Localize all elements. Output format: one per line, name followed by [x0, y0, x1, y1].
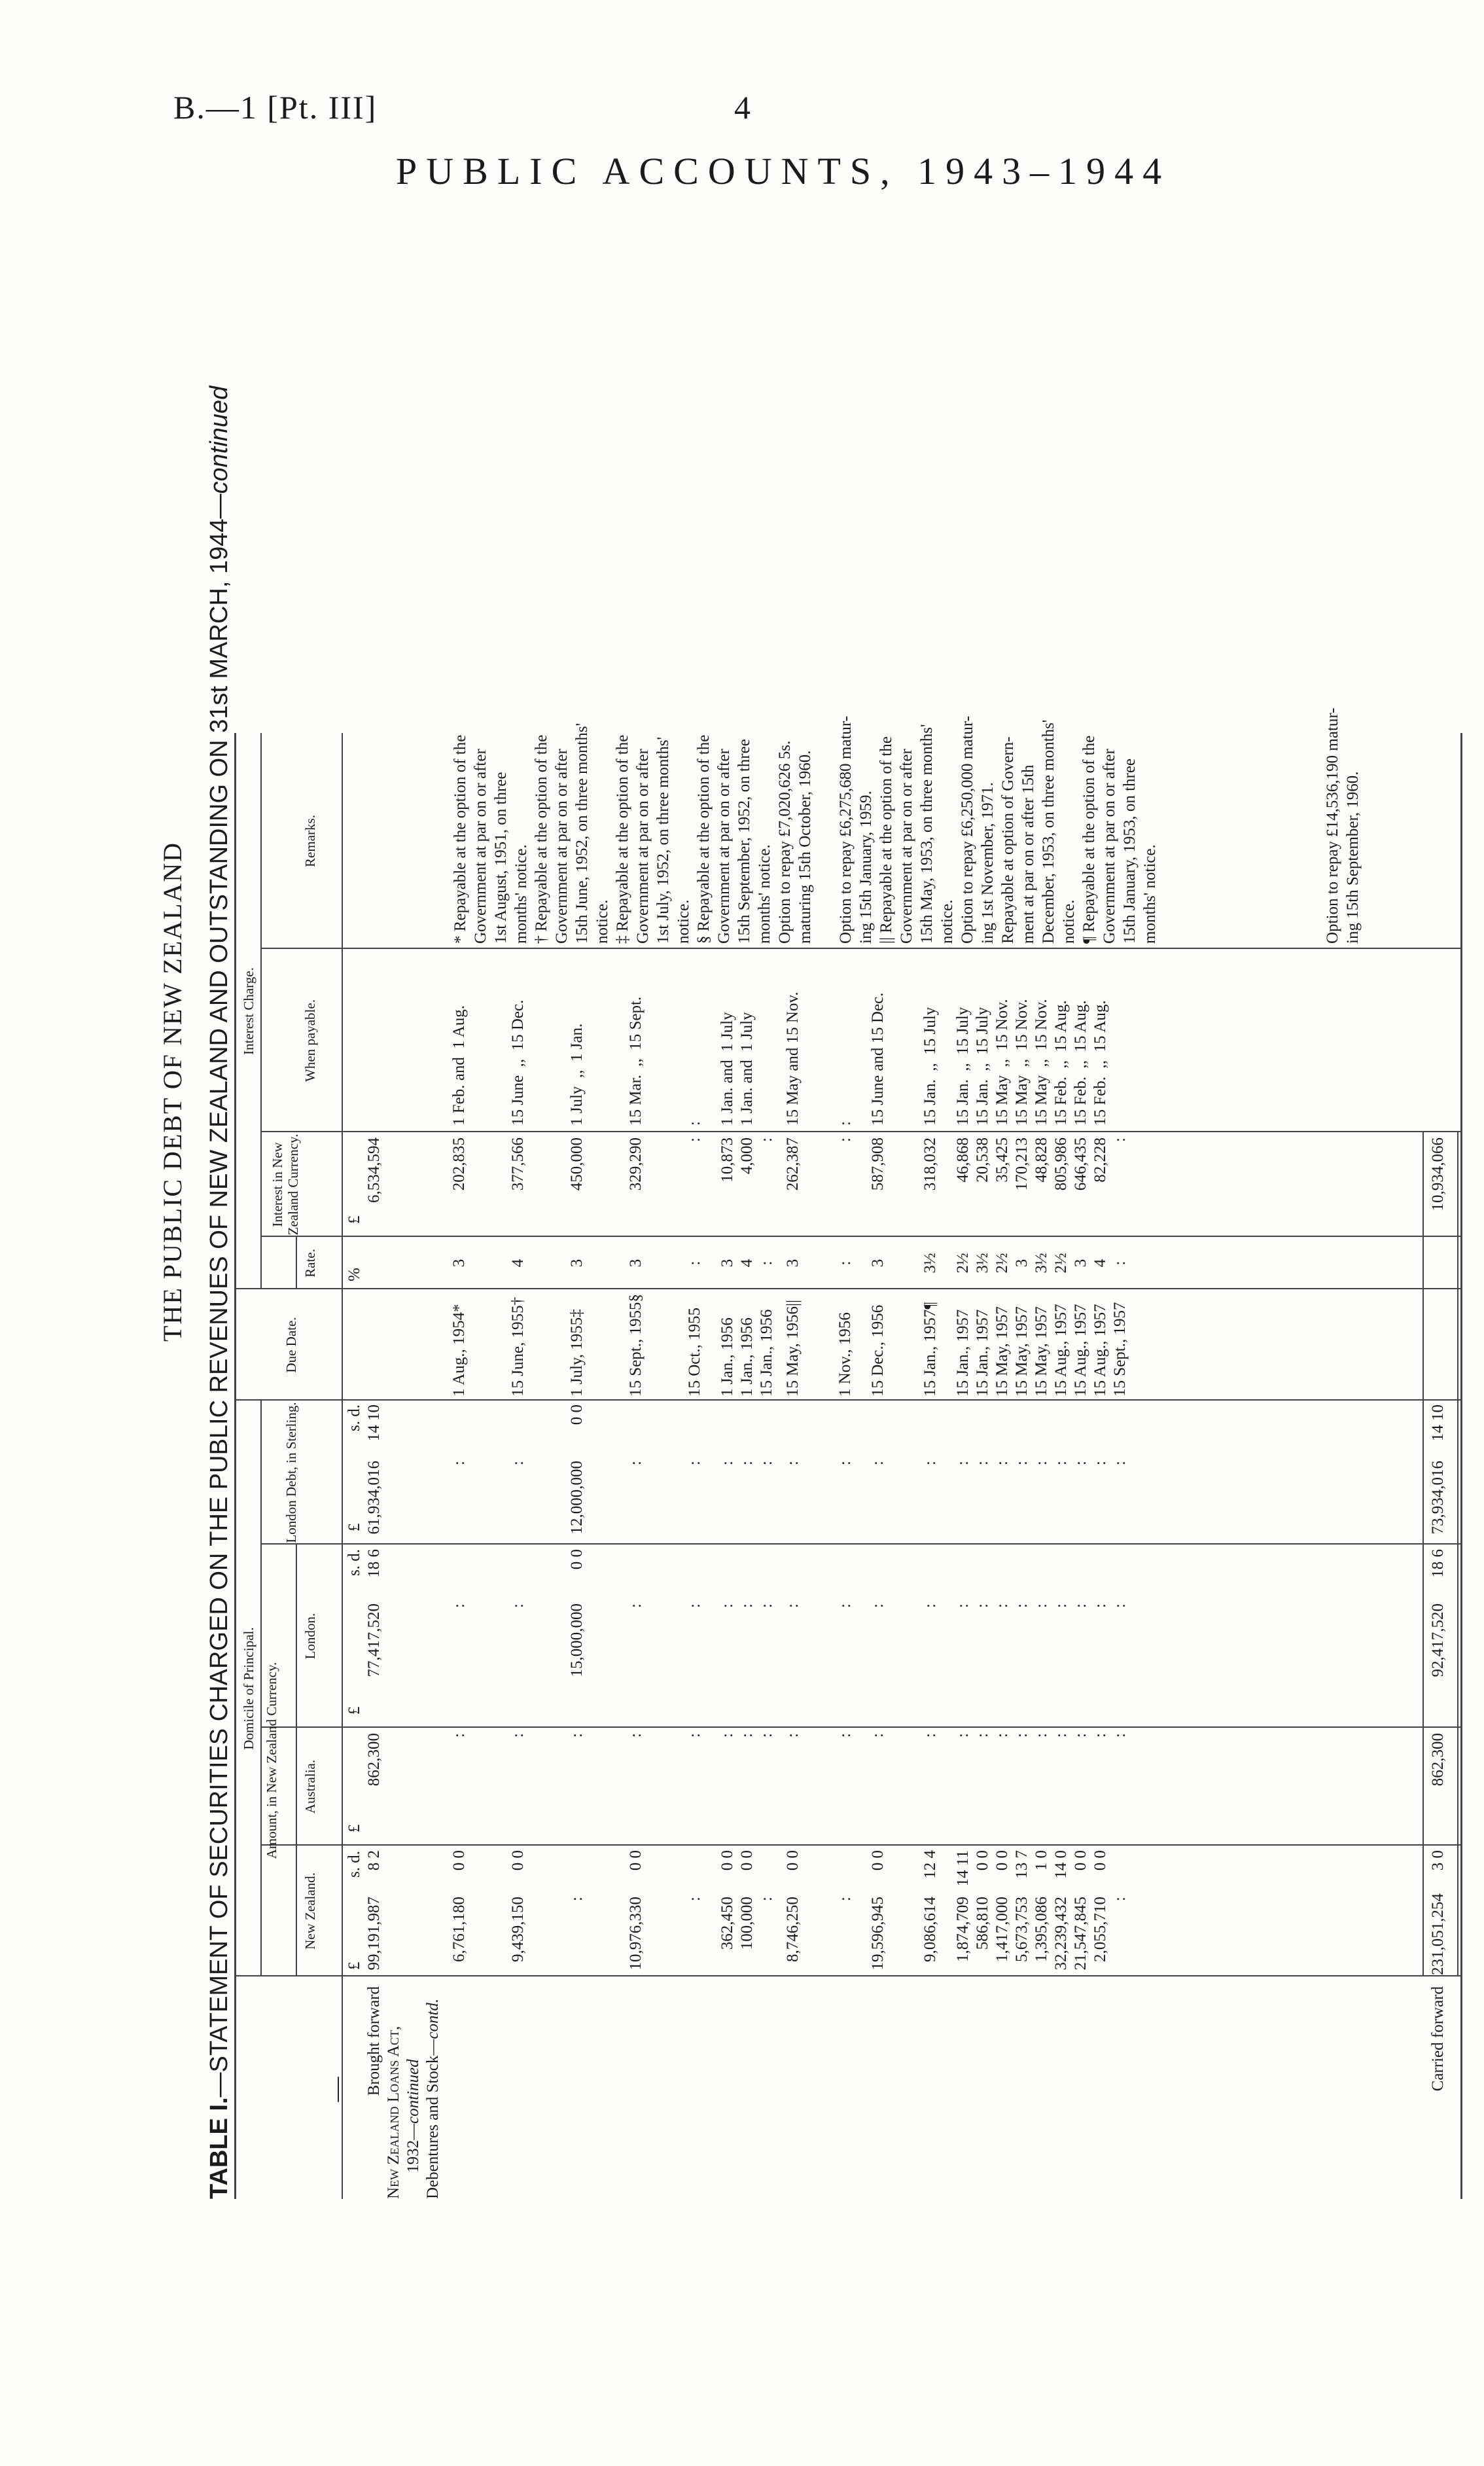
row-rate: :	[686, 1260, 703, 1266]
remark-line: ing 1st November, 1971.	[979, 782, 997, 944]
row-lon: :	[954, 1603, 972, 1608]
remark-line: § Repayable at the option of the	[695, 734, 713, 944]
remark-line: months' notice.	[1141, 844, 1159, 944]
row-due-date: 15 May, 1957	[993, 1306, 1011, 1397]
row-interest: 82,228	[1091, 1137, 1109, 1183]
row-interest: 4,000	[738, 1137, 756, 1175]
row-nz: 2,055,710	[1091, 1897, 1109, 1962]
rule-line	[1460, 733, 1462, 2199]
row-ld: :	[921, 1461, 939, 1465]
unit-pound-lon: £	[345, 1706, 363, 1715]
column-rule	[260, 1131, 1460, 1132]
column-rule	[260, 948, 1460, 949]
row-lon: :	[993, 1603, 1011, 1608]
row-interest: 46,868	[954, 1137, 972, 1183]
column-rule	[260, 1543, 1460, 1545]
row-when-payable: 15 May ,, 15 Nov.	[993, 999, 1011, 1126]
row-ld: :	[993, 1461, 1011, 1465]
row-nz-sd: 0 0	[993, 1850, 1011, 1871]
cf-lon-sd: 18 6	[1429, 1549, 1447, 1578]
row-due-date: 15 May, 1956||	[784, 1300, 802, 1397]
remark-line: months' notice.	[756, 844, 773, 944]
rule-line	[260, 733, 262, 1289]
unit-sd-nz: s. d.	[345, 1851, 363, 1878]
table-label: TABLE I.	[205, 2097, 233, 2199]
row-aus: :	[993, 1733, 1011, 1738]
row-lon: :	[718, 1603, 736, 1608]
header-when-payable: When payable.	[302, 999, 318, 1082]
row-lon: 15,000,000	[568, 1603, 586, 1677]
row-nz: 362,450	[718, 1897, 736, 1950]
row-nz-sd: 0 0	[869, 1850, 887, 1871]
row-rate: 3	[718, 1259, 736, 1268]
bf-interest: 6,534,594	[365, 1137, 383, 1203]
remark-line: Option to repay £7,020,626 5s.	[776, 740, 794, 944]
row-lon: :	[450, 1603, 468, 1608]
table-title-continued: continued	[205, 385, 233, 494]
rotated-table-page	[152, 0, 1484, 2225]
row-ld: :	[974, 1461, 991, 1465]
row-due-date: 15 Aug., 1957	[1052, 1304, 1070, 1397]
row-due-date: 15 May, 1957	[1033, 1306, 1050, 1397]
remark-line: maturing 15th October, 1960.	[796, 750, 814, 944]
remark-line: months' notice.	[512, 844, 530, 944]
row-nz: 8,746,250	[784, 1897, 802, 1962]
unit-pound-nz: £	[345, 1961, 363, 1970]
remark-line: Government at par on or after	[898, 749, 915, 944]
row-nz: 1,395,086	[1033, 1897, 1050, 1962]
row-when-payable: 15 May ,, 15 Nov.	[1033, 999, 1050, 1126]
row-due-date: 15 May, 1957	[1013, 1306, 1031, 1397]
row-nz-sd: 13 7	[1013, 1850, 1031, 1879]
remark-line: Option to repay £6,275,680 matur-	[837, 715, 855, 944]
row-ld: :	[1052, 1461, 1070, 1465]
row-nz: :	[836, 1897, 854, 1901]
row-nz: :	[568, 1897, 586, 1901]
bf-lon: 77,417,520	[365, 1603, 383, 1677]
row-aus: :	[627, 1733, 645, 1738]
row-when-payable: 15 Mar. ,, 15 Sept.	[627, 996, 645, 1126]
header-remarks: Remarks.	[302, 815, 318, 867]
column-rule	[260, 1844, 1460, 1846]
header-domicile: Domicile of Principal.	[241, 1627, 256, 1750]
row-rate: 3	[784, 1259, 802, 1268]
desc-item	[424, 1999, 442, 2199]
unit-pound-aus: £	[345, 1824, 363, 1832]
row-lon: :	[738, 1603, 756, 1608]
remark-line: * Repayable at the option of the	[451, 734, 469, 944]
row-interest: :	[686, 1137, 703, 1142]
cf-ld-sd: 14 10	[1429, 1404, 1447, 1442]
row-rate: 3	[450, 1259, 468, 1268]
row-interest: 587,908	[869, 1137, 887, 1191]
row-interest: 262,387	[784, 1137, 802, 1191]
remark-line: ment at par on or after 15th	[1019, 764, 1037, 944]
row-lon-sd: 0 0	[568, 1549, 586, 1570]
row-ld: 12,000,000	[568, 1461, 586, 1535]
row-ld: :	[738, 1461, 756, 1465]
rule-line	[1457, 1132, 1458, 1975]
row-aus: :	[1111, 1733, 1129, 1738]
row-ld: :	[758, 1461, 775, 1465]
row-interest: 329,290	[627, 1137, 645, 1191]
remark-line: Government at par on or after	[553, 749, 571, 944]
header-amount-nz: Amount, in New Zealand Currency.	[264, 1662, 279, 1859]
row-lon: :	[1072, 1603, 1089, 1608]
row-interest: 805,986	[1052, 1137, 1070, 1191]
row-rate: 3	[568, 1259, 586, 1268]
unit-sd-lon: s. d.	[345, 1549, 363, 1576]
row-ld: :	[1072, 1461, 1089, 1465]
remark-line: 15th September, 1952, on three	[735, 739, 753, 944]
row-aus: :	[509, 1733, 527, 1738]
row-when-payable: 15 Jan. ,, 15 July	[954, 1007, 972, 1126]
desc-act-text: New Zealand Loans Act,	[385, 2026, 402, 2199]
row-lon: :	[1033, 1603, 1050, 1608]
row-nz-sd: 0 0	[974, 1850, 991, 1871]
bf-aus: 862,300	[365, 1733, 383, 1787]
row-aus: :	[1052, 1733, 1070, 1738]
row-rate: 3	[1072, 1259, 1089, 1268]
row-ld: :	[1111, 1461, 1129, 1465]
remark-line: Repayable at option of Govern-	[999, 736, 1017, 944]
row-nz-sd: 14 0	[1052, 1850, 1070, 1879]
cf-nz: 231,051,254	[1429, 1893, 1447, 1975]
row-nz-sd: 14 11	[954, 1850, 972, 1887]
row-nz-sd: 0 0	[738, 1850, 756, 1871]
column-rule	[260, 1399, 1460, 1401]
rule-line	[260, 1401, 262, 1976]
row-due-date: 15 Jan., 1957	[974, 1309, 991, 1397]
remark-line: December, 1953, on three months'	[1040, 719, 1057, 944]
row-due-date: 1 Jan., 1956	[738, 1317, 756, 1397]
row-nz: :	[686, 1897, 703, 1901]
remark-line: 1st July, 1952, on three months'	[654, 736, 672, 944]
row-when-payable: 15 Feb. ,, 15 Aug.	[1091, 1000, 1109, 1126]
bf-lon-sd: 18 6	[365, 1549, 383, 1578]
row-ld: :	[718, 1461, 736, 1465]
row-ld: :	[869, 1461, 887, 1465]
rule-line	[1422, 1132, 1424, 1975]
row-when-payable: 15 Jan. ,, 15 July	[974, 1007, 991, 1126]
row-due-date: 1 Aug., 1954*	[450, 1304, 468, 1397]
row-when-payable: 15 Jan. ,, 15 July	[921, 1007, 939, 1126]
remark-line: ‡ Repayable at the option of the	[614, 734, 631, 944]
row-lon: :	[836, 1603, 854, 1608]
cf-aus: 862,300	[1429, 1733, 1447, 1787]
row-interest: 202,835	[450, 1137, 468, 1191]
remark-line: notice.	[938, 899, 956, 944]
row-when-payable: 15 Feb. ,, 15 Aug.	[1052, 1000, 1070, 1126]
row-lon: :	[509, 1603, 527, 1608]
remark-line: Government at par on or after	[1101, 749, 1118, 944]
row-interest: 377,566	[509, 1137, 527, 1191]
remark-line: 1st August, 1951, on three	[492, 772, 510, 944]
remark-line: notice.	[593, 899, 611, 944]
rule-line	[342, 733, 343, 2199]
row-lon: :	[784, 1603, 802, 1608]
remark-line: Government at par on or after	[472, 749, 489, 944]
row-aus: :	[1013, 1733, 1031, 1738]
desc-item-text: Debentures and Stock—	[424, 2039, 442, 2199]
header-rate: Rate.	[302, 1249, 318, 1278]
desc-act	[385, 2026, 403, 2199]
row-nz-sd: 0 0	[450, 1850, 468, 1871]
cf-ld: 73,934,016	[1429, 1461, 1447, 1535]
row-when-payable: 1 Jan. and 1 July	[718, 1012, 736, 1126]
desc-year-continued: continued	[404, 2059, 422, 2124]
row-ld: :	[450, 1461, 468, 1465]
row-nz: 21,547,845	[1072, 1897, 1089, 1971]
row-rate: 2½	[1052, 1253, 1070, 1274]
header-interest-charge: Interest Charge.	[241, 967, 256, 1055]
column-rule	[260, 1288, 1460, 1289]
row-rate: 2½	[954, 1253, 972, 1274]
row-due-date: 1 Nov., 1956	[836, 1312, 854, 1397]
row-lon: :	[627, 1603, 645, 1608]
row-lon: :	[1111, 1603, 1129, 1608]
row-ld: :	[836, 1461, 854, 1465]
remark-line: notice.	[675, 899, 692, 944]
unit-percent: %	[345, 1268, 363, 1281]
row-interest: 318,032	[921, 1137, 939, 1191]
row-interest: 35,425	[993, 1137, 1011, 1183]
brought-forward-label: Brought forward	[365, 1986, 383, 2096]
bf-nz-sd: 8 2	[365, 1850, 383, 1871]
row-interest: 450,000	[568, 1137, 586, 1191]
row-when-payable: 15 June and 15 Dec.	[869, 992, 887, 1126]
row-rate: 3	[869, 1259, 887, 1268]
row-nz: 1,417,000	[993, 1897, 1011, 1962]
remark-line: ing 15th January, 1959.	[857, 791, 875, 944]
row-when-payable: 15 June ,, 15 Dec.	[509, 999, 527, 1126]
row-rate: 3½	[1033, 1253, 1050, 1274]
row-nz: 32,239,432	[1052, 1897, 1070, 1971]
bf-ld-sd: 14 10	[365, 1404, 383, 1442]
row-interest: :	[1111, 1137, 1129, 1142]
row-when-payable: :	[686, 1121, 703, 1126]
row-lon: :	[1091, 1603, 1109, 1608]
row-aus: :	[738, 1733, 756, 1738]
row-lon: :	[686, 1603, 703, 1608]
row-aus: :	[450, 1733, 468, 1738]
rule-line	[296, 1237, 297, 1289]
row-aus: :	[784, 1733, 802, 1738]
row-ld: :	[509, 1461, 527, 1465]
bf-ld: 61,934,016	[365, 1461, 383, 1535]
row-nz-sd: 1 0	[1033, 1850, 1050, 1871]
row-nz-sd: 0 0	[784, 1850, 802, 1871]
row-when-payable: 1 July ,, 1 Jan.	[568, 1023, 586, 1126]
row-due-date: 15 Jan., 1957	[954, 1309, 972, 1397]
header-new-zealand: New Zealand.	[302, 1872, 318, 1950]
desc-year-text: 1932—	[404, 2124, 422, 2173]
row-aus: :	[1033, 1733, 1050, 1738]
row-nz: 10,976,330	[627, 1897, 645, 1971]
row-ld: :	[784, 1461, 802, 1465]
row-rate: 3	[1013, 1259, 1031, 1268]
remark-line: ing 15th September, 1960.	[1344, 771, 1362, 944]
row-when-payable: 1 Feb. and 1 Aug.	[450, 1005, 468, 1126]
row-aus: :	[568, 1733, 586, 1738]
row-due-date: 1 Jan., 1956	[718, 1317, 736, 1397]
row-rate: :	[1111, 1260, 1129, 1266]
remark-line: ¶ Repayable at the option of the	[1080, 735, 1098, 944]
desc-year	[404, 2059, 423, 2173]
row-aus: :	[921, 1733, 939, 1738]
remark-line: Option to repay £14,536,190 matur-	[1324, 707, 1341, 944]
column-rule	[260, 1975, 1460, 1976]
row-nz: 6,761,180	[450, 1897, 468, 1962]
row-rate: 4	[1091, 1259, 1109, 1268]
row-due-date: 15 Aug., 1957	[1072, 1304, 1089, 1397]
row-nz: :	[758, 1897, 775, 1901]
row-rate: 2½	[993, 1253, 1011, 1274]
row-nz-sd: 0 0	[1091, 1850, 1109, 1871]
row-interest: :	[758, 1137, 775, 1142]
running-title: PUBLIC ACCOUNTS, 1943–1944	[396, 150, 1171, 192]
remark-line: 15th January, 1953, on three	[1121, 758, 1139, 944]
row-nz-sd: 0 0	[1072, 1850, 1089, 1871]
row-nz-sd: 12 4	[921, 1850, 939, 1879]
row-interest: 48,828	[1033, 1137, 1050, 1183]
row-ld: :	[686, 1461, 703, 1465]
unit-pound-int: £	[345, 1215, 363, 1224]
table-title	[205, 386, 234, 2199]
cf-nz-sd: 3 0	[1429, 1850, 1447, 1871]
remark-line: † Repayable at the option of the	[533, 734, 550, 944]
row-ld: :	[1013, 1461, 1031, 1465]
row-interest: 646,435	[1072, 1137, 1089, 1191]
header-australia: Australia.	[302, 1759, 318, 1814]
rule-line	[296, 1545, 297, 1976]
row-interest: :	[836, 1137, 854, 1142]
row-due-date: 1 July, 1955‡	[568, 1309, 586, 1397]
row-interest: 20,538	[974, 1137, 991, 1183]
row-nz: 9,439,150	[509, 1897, 527, 1962]
row-aus: :	[974, 1733, 991, 1738]
row-interest: 10,873	[718, 1137, 736, 1183]
unit-pound-ld: £	[345, 1523, 363, 1531]
row-due-date: 15 Jan., 1956	[758, 1309, 775, 1397]
row-interest: 170,213	[1013, 1137, 1031, 1191]
row-aus: :	[836, 1733, 854, 1738]
row-nz: 9,086,614	[921, 1897, 939, 1962]
row-nz: 1,874,709	[954, 1897, 972, 1962]
header-london: London.	[302, 1613, 318, 1660]
row-due-date: 15 Aug., 1957	[1091, 1304, 1109, 1397]
row-lon: :	[758, 1603, 775, 1608]
row-lon: :	[974, 1603, 991, 1608]
row-aus: :	[686, 1733, 703, 1738]
row-aus: :	[718, 1733, 736, 1738]
row-when-payable: :	[836, 1121, 854, 1126]
row-rate: :	[836, 1260, 854, 1266]
row-aus: :	[1072, 1733, 1089, 1738]
column-rule	[260, 1726, 1460, 1728]
row-lon: :	[1052, 1603, 1070, 1608]
row-nz: :	[1111, 1897, 1129, 1901]
row-nz: 586,810	[974, 1897, 991, 1950]
row-ld: :	[1091, 1461, 1109, 1465]
page-reference: B.—1 [Pt. III]	[173, 89, 378, 126]
row-aus: :	[758, 1733, 775, 1738]
table-title-text: —STATEMENT OF SECURITIES CHARGED ON THE PUBLIC REVENUES OF NEW ZEALAND AND OUTSTANDING ON 31st MARCH, 1944—	[205, 493, 233, 2098]
page-number: 4	[734, 89, 751, 126]
row-rate: 4	[509, 1259, 527, 1268]
row-ld: :	[1033, 1461, 1050, 1465]
unit-sd-ld: s. d.	[345, 1404, 363, 1431]
row-rate: 3½	[921, 1253, 939, 1274]
cf-interest: 10,934,066	[1429, 1137, 1447, 1211]
row-rate: 3	[627, 1259, 645, 1268]
remark-line: notice.	[1060, 899, 1078, 944]
carried-forward-label: Carried forward	[1429, 1986, 1447, 2092]
header-interest-nz: Interest in New Zealand Currency.	[270, 1134, 301, 1236]
row-when-payable: 1 Jan. and 1 July	[738, 1012, 756, 1126]
row-due-date: 15 June, 1955†	[509, 1296, 527, 1397]
row-aus: :	[869, 1733, 887, 1738]
row-ld: :	[627, 1461, 645, 1465]
remark-line: || Repayable at the option of the	[877, 736, 895, 944]
header-london-debt: London Debt, in Sterling.	[283, 1402, 299, 1543]
row-nz-sd: 0 0	[509, 1850, 527, 1871]
row-when-payable: 15 May and 15 Nov.	[784, 992, 802, 1126]
row-nz: 19,596,945	[869, 1897, 887, 1971]
row-rate: 3½	[974, 1253, 991, 1274]
rule-line	[234, 733, 236, 2199]
row-when-payable: 15 Feb. ,, 15 Aug.	[1072, 1000, 1089, 1126]
row-when-payable: 15 May ,, 15 Nov.	[1013, 999, 1031, 1126]
remark-line: Government at par on or after	[634, 749, 652, 944]
row-due-date: 15 Jan., 1957¶	[921, 1302, 939, 1397]
remark-line: 15th June, 1952, on three months'	[573, 723, 591, 944]
row-rate: :	[758, 1260, 775, 1266]
main-title: THE PUBLIC DEBT OF NEW ZEALAND	[158, 841, 187, 1342]
row-due-date: 15 Dec., 1956	[869, 1304, 887, 1397]
row-nz: 100,000	[738, 1897, 756, 1950]
header-description: —	[323, 2077, 350, 2102]
row-aus: :	[954, 1733, 972, 1738]
header-due-date: Due Date.	[283, 1317, 299, 1373]
row-due-date: 15 Oct., 1955	[686, 1307, 703, 1397]
row-ld: :	[954, 1461, 972, 1465]
row-nz-sd: 0 0	[627, 1850, 645, 1871]
remark-line: Government at par on or after	[715, 749, 733, 944]
column-rule	[260, 1236, 1460, 1237]
row-lon: :	[921, 1603, 939, 1608]
bf-nz: 99,191,987	[365, 1897, 383, 1971]
row-aus: :	[1091, 1733, 1109, 1738]
row-lon: :	[869, 1603, 887, 1608]
row-nz-sd: 0 0	[718, 1850, 736, 1871]
row-ld-sd: 0 0	[568, 1404, 586, 1425]
row-nz: 5,673,753	[1013, 1897, 1031, 1962]
row-due-date: 15 Sept., 1955§	[627, 1294, 645, 1397]
row-rate: 4	[738, 1259, 756, 1268]
remark-line: Option to repay £6,250,000 matur-	[959, 715, 976, 944]
remark-line: 15th May, 1953, on three months'	[918, 724, 936, 944]
cf-lon: 92,417,520	[1429, 1603, 1447, 1677]
desc-item-contd: contd.	[424, 1998, 442, 2039]
row-lon: :	[1013, 1603, 1031, 1608]
row-due-date: 15 Sept., 1957	[1111, 1302, 1129, 1397]
